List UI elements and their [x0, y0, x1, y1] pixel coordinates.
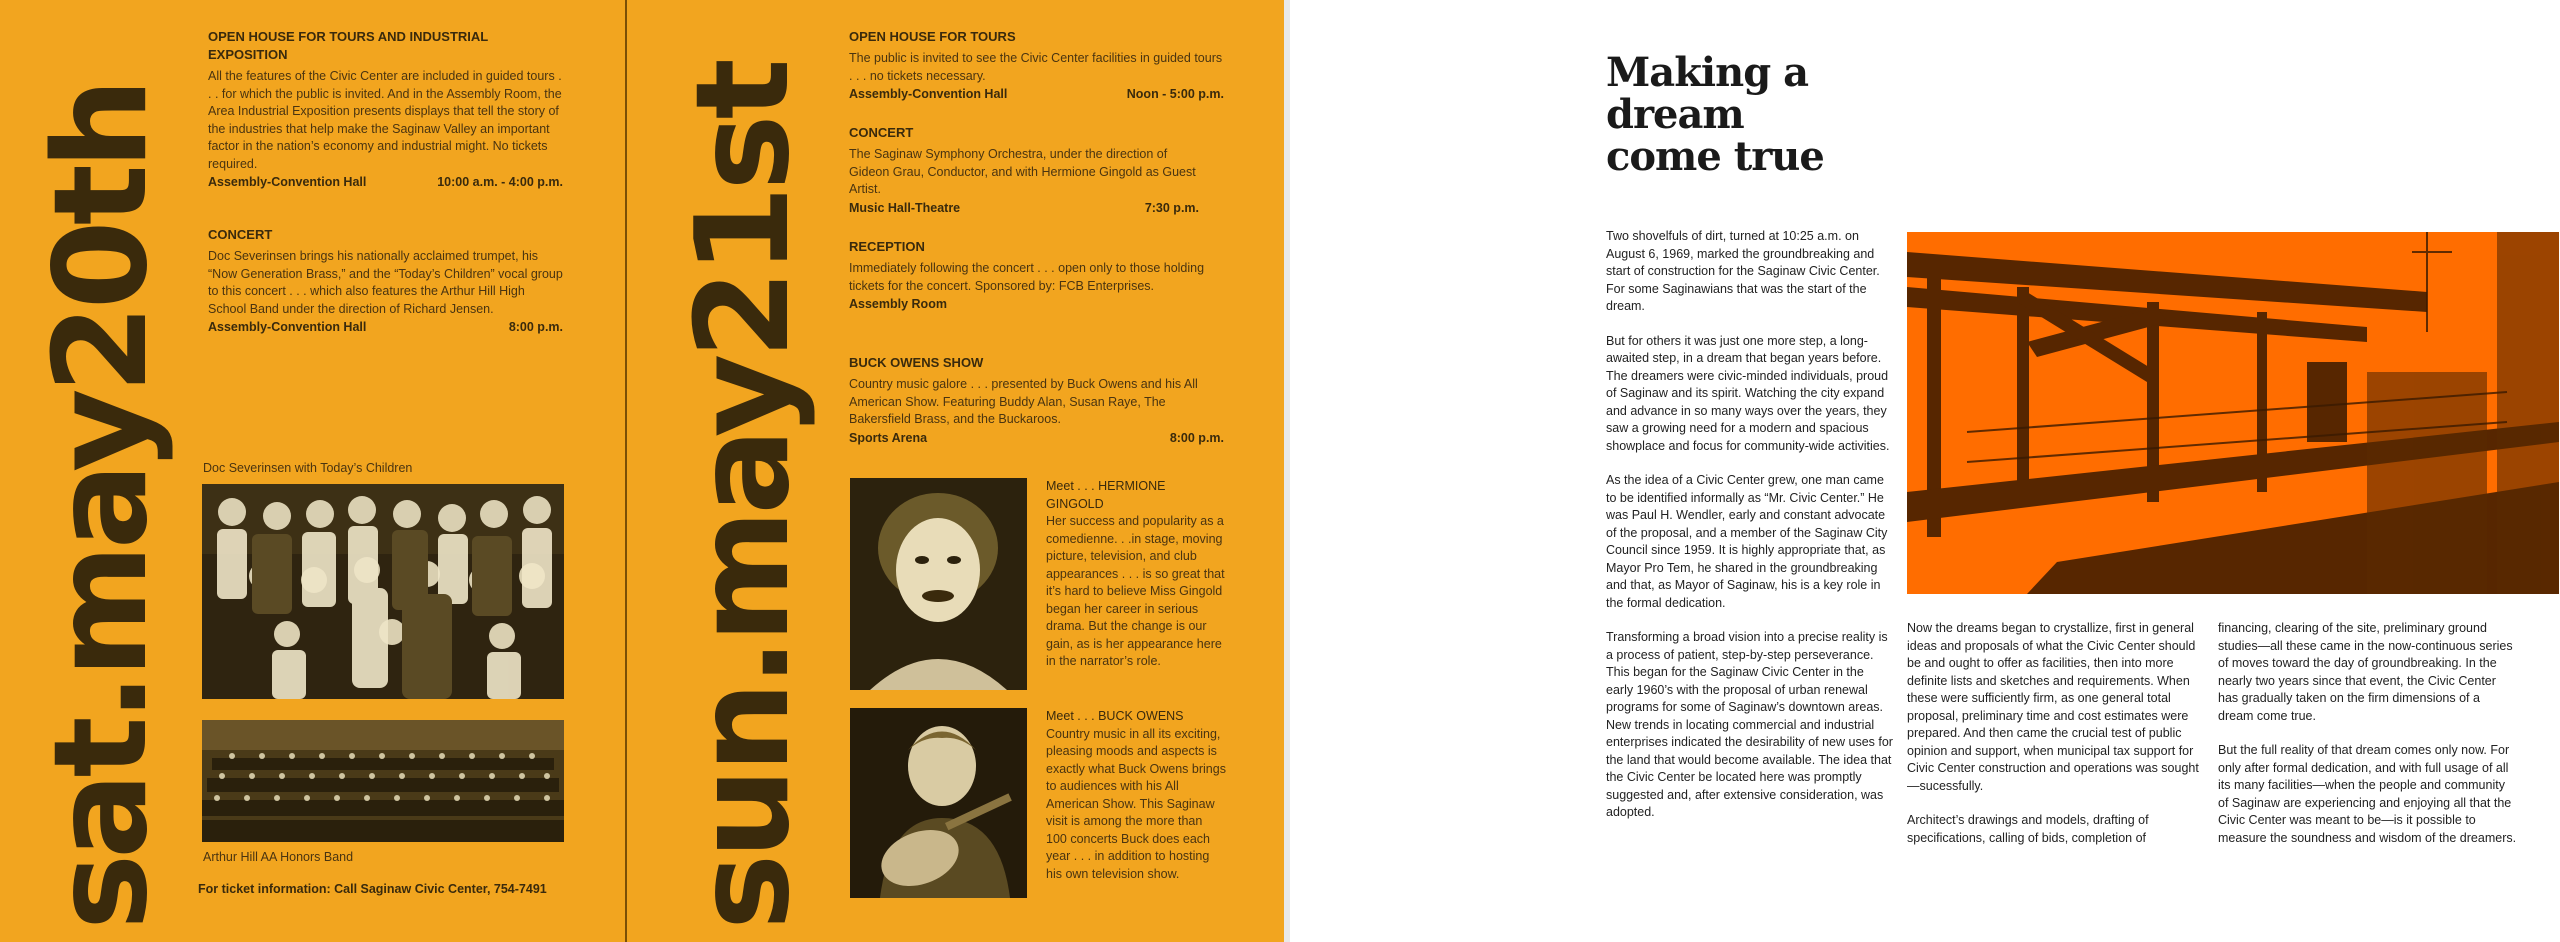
event-body: The public is invited to see the Civic Center facilities in guided tours . . . no tickets necessary. [849, 51, 1223, 83]
sun-event-buckowens [849, 354, 1224, 447]
event-location: Assembly-Convention Hall [208, 175, 367, 189]
event-title: OPEN HOUSE FOR TOURS [849, 29, 1016, 44]
event-time: 8:00 p.m. [1169, 430, 1224, 445]
event-title: OPEN HOUSE FOR TOURS AND INDUSTRIAL EXPOSITION [208, 29, 489, 62]
paragraph: Architect’s drawings and models, drafting of specifications, calling of bids, completion of [1907, 813, 2149, 845]
heading-line: come true [1606, 133, 1824, 180]
event-location-row [849, 295, 1224, 313]
sun-event-concert [849, 124, 1199, 217]
band-photo [202, 720, 564, 842]
sun-vertical-title: sun.may21st [669, 63, 818, 930]
owens-photo-art [850, 708, 1027, 898]
sat-event-openhouse [208, 28, 563, 191]
owens-photo [850, 708, 1027, 898]
article-column-1 [1606, 228, 1894, 839]
event-time: 7:30 p.m. [1144, 200, 1199, 215]
paragraph: Transforming a broad vision into a precise reality is a process of patient, step-by-step perseverance. This began for the Saginaw Civic Center in the early 1960’s with the proposal of urban renewal programs for some of Saginaw’s downtown areas. New trends in locating commercial and industrial enterprises indicated the desirability of new uses for the land that would become available. The idea that the Civic Center be located here was promptly suggested and, after extensive consideration, was adopted. [1606, 630, 1893, 819]
group-photo-art [202, 484, 564, 699]
sat-event-concert [208, 226, 563, 336]
event-body: The Saginaw Symphony Orchestra, under the direction of Gideon Grau, Conductor, and with Hermione Gingold as Guest Artist. [849, 147, 1196, 196]
profile-title: Meet . . . BUCK OWENS [1046, 709, 1184, 723]
paragraph: financing, clearing of the site, preliminary ground studies—all these came in the now-continuous series of moves toward the day of groundbreaking. In the nearly two years since that event, the Civic Center has gradually taken on the firm dimensions of a dream come true. [2218, 621, 2513, 723]
page-gutter [1284, 0, 1290, 942]
event-body: Immediately following the concert . . . open only to those holding tickets for the concert. Sponsored by: FCB Enterprises. [849, 261, 1205, 293]
event-location-row [849, 429, 1224, 447]
profile-body: Her success and popularity as a comedienne. . .in stage, moving picture, television, and club appearances . . . is so great that it’s hard to believe Miss Gingold began her career in serious drama. But the change is our gain, as is her appearance here in the narrator’s role. [1046, 514, 1225, 668]
event-title: CONCERT [849, 125, 914, 140]
event-location-row [208, 173, 563, 191]
page-heading [1606, 49, 1824, 180]
article-column-3 [2218, 620, 2518, 864]
paragraph: But the full reality of that dream comes only now. For only after formal dedication, and with full usage of all its many facilities—when the people and community of Saginaw are experiencing and enjoying all that the Civic Center was meant to be—is it possible to measure the soundness and wisdom of the dreamers. [2218, 743, 2517, 845]
event-location: Assembly-Convention Hall [849, 87, 1008, 101]
construction-photo-art [1907, 232, 2559, 594]
owens-profile [1046, 708, 1226, 883]
event-location: Assembly-Convention Hall [208, 320, 367, 334]
profile-body: Country music in all its exciting, pleasing moods and aspects is exactly what Buck Owens brings to audiences with his All American Show. This Saginaw visit is among the more than 100 concerts Buck does each year . . . in addition to hosting his own television show. [1046, 726, 1226, 881]
gingold-profile [1046, 478, 1226, 671]
event-time: 10:00 a.m. - 4:00 p.m. [437, 175, 563, 189]
event-location-row [849, 85, 1224, 103]
event-time: 8:00 p.m. [508, 320, 563, 334]
event-body: All the features of the Civic Center are included in guided tours . . . for which the public is invited. And in the Assembly Room, the Area Industrial Exposition presents displays that tell the story of the industries that help make the Saginaw Valley an important factor in the nation’s economy and industrial might. No tickets required. [208, 69, 562, 171]
construction-photo [1907, 232, 2559, 594]
profile-title: Meet . . . HERMIONE GINGOLD [1046, 479, 1166, 511]
event-location-row [849, 199, 1199, 217]
event-location: Sports Arena [849, 430, 928, 445]
sun-event-reception [849, 238, 1224, 313]
photo1-caption: Doc Severinsen with Today’s Children [203, 461, 413, 475]
event-location-row [208, 318, 563, 336]
event-location: Music Hall-Theatre [849, 200, 961, 215]
group-photo [202, 484, 564, 699]
sun-event-openhouse [849, 28, 1224, 103]
event-title: BUCK OWENS SHOW [849, 355, 984, 370]
band-photo-art [202, 720, 564, 842]
article-column-2 [1907, 620, 2207, 864]
gingold-photo-art [850, 478, 1027, 690]
event-title: CONCERT [208, 227, 273, 242]
ticket-info: For ticket information: Call Saginaw Civic Center, 754-7491 [198, 882, 547, 896]
paragraph: Two shovelfuls of dirt, turned at 10:25 a.m. on August 6, 1969, marked the groundbreaking and start of construction for the Saginaw Civic Center. For some Saginawians that was the start of the dream. [1606, 229, 1880, 313]
sat-vertical-title: sat.may20th [27, 82, 176, 930]
heading-line: Making a [1606, 49, 1808, 96]
photo2-caption: Arthur Hill AA Honors Band [203, 850, 354, 864]
gingold-photo [850, 478, 1027, 690]
fold-line [625, 0, 627, 942]
event-location: Assembly Room [849, 297, 947, 311]
event-body: Country music galore . . . presented by Buck Owens and his All American Show. Featuring Buddy Alan, Susan Raye, The Bakersfield Brass, and the Buckaroos. [849, 377, 1198, 426]
paragraph: Now the dreams began to crystallize, first in general ideas and proposals of what the Civic Center should be and ought to offer as facilities, then into more definite lists and sketches and requirements. When these were sufficiently firm, as one general total proposal, preliminary time and cost estimates were prepared. And then came the crucial test of public opinion and support, when municipal tax support for Civic Center construction and operations was sought—sucessfully. [1907, 621, 2199, 793]
heading-line: dream [1606, 91, 1744, 138]
event-body: Doc Severinsen brings his nationally acclaimed trumpet, his “Now Generation Brass,” and the “Today’s Children” vocal group to this concert . . . which also features the Arthur Hill High School Band under the direction of Richard Jensen. [208, 249, 563, 316]
paragraph: But for others it was just one more step, a long-awaited step, in a dream that began years before. The dreamers were civic-minded individuals, proud of Saginaw and its spirit. Watching the city expand and advance in so many ways over the years, they saw a growing need for a modern and spacious showplace and focus for community-wide activities. [1606, 333, 1890, 453]
paragraph: As the idea of a Civic Center grew, one man came to be identified informally as “Mr. Civic Center.” He was Paul H. Wendler, early and constant advocate of the proposal, and a member of the Saginaw City Council since 1959. It is highly appropriate that, as Mayor Pro Tem, he shared in the groundbreaking and that, as Mayor of Saginaw, his is a key role in the formal dedication. [1606, 473, 1888, 610]
event-time: Noon - 5:00 p.m. [1126, 87, 1224, 101]
event-title: RECEPTION [849, 239, 925, 254]
